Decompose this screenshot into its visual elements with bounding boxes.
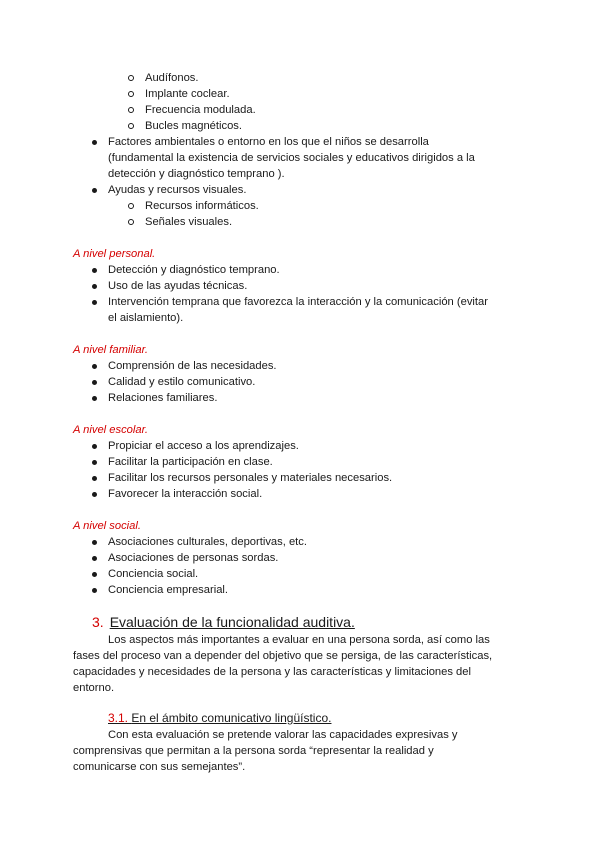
paragraph-line: comunicarse con sus semejantes”.	[73, 761, 246, 773]
section-3-1-heading	[108, 710, 331, 726]
list-item-continuation: (fundamental la existencia de servicios sociales y educativos dirigidos a la	[108, 152, 475, 164]
list-item: Audífonos.	[145, 72, 199, 84]
paragraph-line: capacidades y necesidades de la persona y las características y limitaciones del	[73, 666, 471, 678]
list-item: Facilitar los recursos personales y materiales necesarios.	[108, 472, 393, 484]
paragraph-line: entorno.	[73, 682, 115, 694]
list-item: Comprensión de las necesidades.	[108, 360, 277, 372]
list-item: Detección y diagnóstico temprano.	[108, 264, 280, 276]
paragraph-line: Los aspectos más importantes a evaluar en una persona sorda, así como las	[108, 634, 490, 646]
list-item: Uso de las ayudas técnicas.	[108, 280, 248, 292]
list-item: Implante coclear.	[145, 88, 230, 100]
list-item-continuation: el aislamiento).	[108, 312, 184, 324]
section-3-number: 3.	[92, 614, 104, 630]
paragraph-line: fases del proceso van a depender del objetivo que se persiga, de las características,	[73, 650, 493, 662]
list-item: Asociaciones culturales, deportivas, etc.	[108, 536, 307, 548]
list-item: Propiciar el acceso a los aprendizajes.	[108, 440, 299, 452]
section-3-title: Evaluación de la funcionalidad auditiva.	[109, 614, 355, 630]
list-item: Frecuencia modulada.	[145, 104, 256, 116]
section-3-heading	[92, 613, 355, 631]
list-item: Conciencia empresarial.	[108, 584, 229, 596]
paragraph-line: Con esta evaluación se pretende valorar las capacidades expresivas y	[108, 729, 458, 741]
paragraph-line: comprensivas que permitan a la persona sorda “representar la realidad y	[73, 745, 434, 757]
section-3-1-title: En el ámbito comunicativo lingüístico.	[131, 711, 332, 725]
list-item: Recursos informáticos.	[145, 200, 259, 212]
section-heading-familiar: A nivel familiar.	[73, 344, 149, 356]
list-item: Factores ambientales o entorno en los que el niños se desarrolla	[108, 136, 429, 148]
list-item-continuation: detección y diagnóstico temprano ).	[108, 168, 285, 180]
list-item: Relaciones familiares.	[108, 392, 218, 404]
section-heading-social: A nivel social.	[73, 520, 141, 532]
list-item: Señales visuales.	[145, 216, 233, 228]
section-3-1-number: 3.1.	[108, 711, 129, 725]
list-item: Conciencia social.	[108, 568, 199, 580]
list-item: Favorecer la interacción social.	[108, 488, 263, 500]
list-item: Facilitar la participación en clase.	[108, 456, 273, 468]
list-item: Calidad y estilo comunicativo.	[108, 376, 256, 388]
list-item: Ayudas y recursos visuales.	[108, 184, 247, 196]
list-item: Intervención temprana que favorezca la interacción y la comunicación (evitar	[108, 296, 488, 308]
section-heading-escolar: A nivel escolar.	[73, 424, 149, 436]
section-heading-personal: A nivel personal.	[73, 248, 156, 260]
list-item: Asociaciones de personas sordas.	[108, 552, 279, 564]
list-item: Bucles magnéticos.	[145, 120, 243, 132]
